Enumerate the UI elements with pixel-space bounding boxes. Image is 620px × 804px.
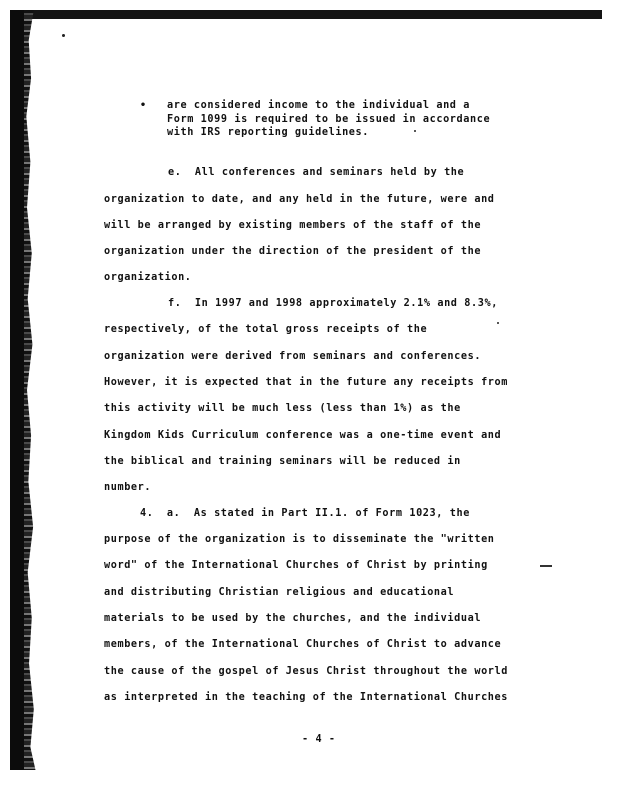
bullet-line-1: are considered income to the individual and a [167, 100, 471, 111]
paragraph-4a-line-4: and distributing Christian religious and educational [104, 587, 455, 598]
bullet-line-3: with IRS reporting guidelines. [167, 127, 370, 138]
paragraph-4a-line-3: word" of the International Churches of Christ by printing [104, 560, 488, 571]
paragraph-f-line-5: this activity will be much less (less than 1%) as the [104, 403, 461, 414]
paragraph-e-line-4: organization under the direction of the president of the [104, 246, 482, 257]
paragraph-4a-line-8: as interpreted in the teaching of the International Churches [104, 692, 509, 703]
paragraph-f-line-2: respectively, of the total gross receipts of the [104, 324, 428, 335]
scan-speck [62, 34, 65, 37]
scan-left-edge-dark [10, 10, 24, 770]
paragraph-e-line-2: organization to date, and any held in the future, were and [104, 194, 495, 205]
paragraph-f-line-4: However, it is expected that in the future any receipts from [104, 377, 509, 388]
paragraph-f-line-1: f. In 1997 and 1998 approximately 2.1% and 8.3%, [168, 298, 498, 309]
paragraph-e-line-3: will be arranged by existing members of the staff of the [104, 220, 482, 231]
margin-dash-mark [540, 565, 552, 567]
paragraph-4a-line-7: the cause of the gospel of Jesus Christ throughout the world [104, 666, 509, 677]
bullet-icon: • [140, 100, 147, 111]
paragraph-f-line-6: Kingdom Kids Curriculum conference was a one-time event and [104, 430, 502, 441]
paragraph-f-line-8: number. [104, 482, 152, 493]
paragraph-f-line-3: organization were derived from seminars and conferences. [104, 351, 482, 362]
bullet-line-2: Form 1099 is required to be issued in accordance [167, 114, 491, 125]
paragraph-4a-line-5: materials to be used by the churches, and the individual [104, 613, 482, 624]
page-number: - 4 - [302, 734, 336, 745]
paragraph-4a-line-6: members, of the International Churches of Christ to advance [104, 639, 502, 650]
paragraph-e-line-1: e. All conferences and seminars held by the [168, 167, 465, 178]
paragraph-4a-line-2: purpose of the organization is to disseminate the "written [104, 534, 495, 545]
scan-speck [497, 322, 499, 324]
scan-top-border [10, 10, 602, 19]
scan-speck [414, 130, 416, 132]
paragraph-4a-line-1: 4. a. As stated in Part II.1. of Form 1023, the [140, 508, 470, 519]
paragraph-f-line-7: the biblical and training seminars will be reduced in [104, 456, 461, 467]
paragraph-e-line-5: organization. [104, 272, 192, 283]
